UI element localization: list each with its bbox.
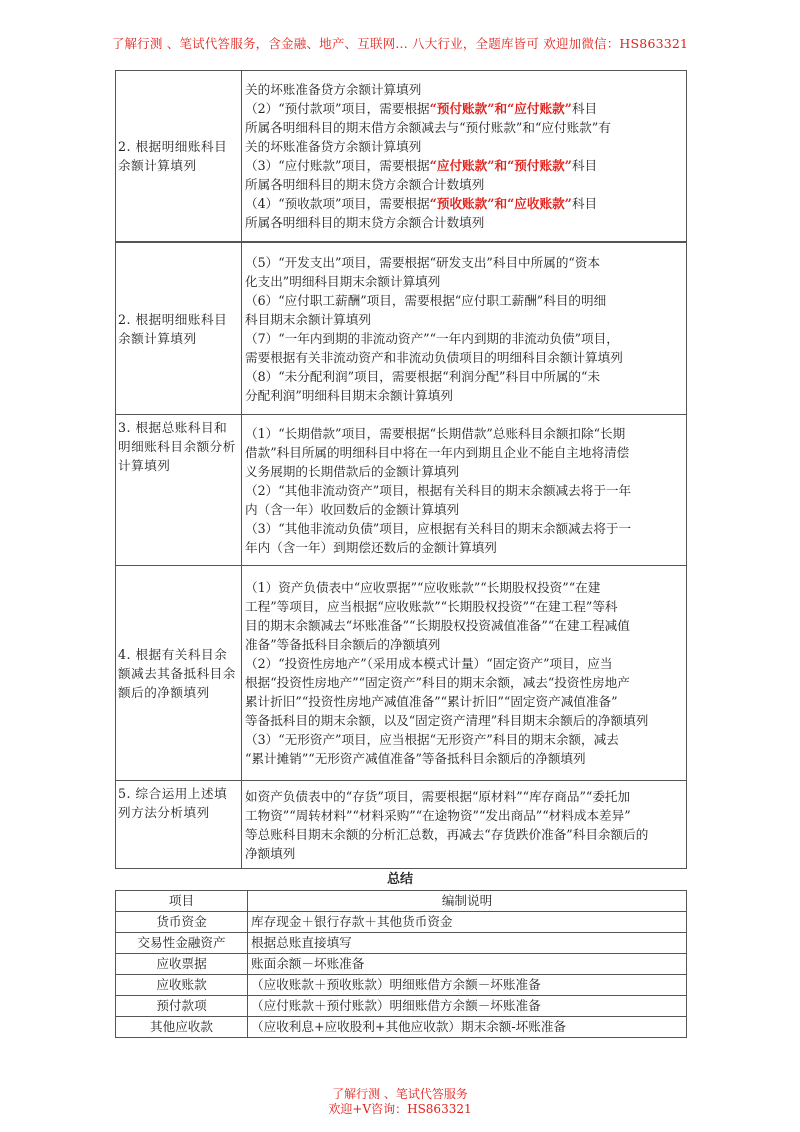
table-row <box>116 415 687 566</box>
summary-item: 交易性金融资产 <box>116 933 248 954</box>
table-row <box>116 912 687 933</box>
content-line <box>245 616 684 635</box>
section-label <box>116 243 242 415</box>
content-text: 工物资”“周转材料”“材料采购”“在途物资”“发出商品”“材料成本差异” <box>245 807 631 823</box>
content-line <box>245 329 684 348</box>
content-text: （8）“未分配利润”项目，需要根据“利润分配”科目中所属的“未 <box>245 368 601 384</box>
content-text: 科目 <box>571 101 598 116</box>
section-content <box>242 415 687 566</box>
content-line <box>245 424 684 443</box>
content-text: 所属各明细科目的期末贷方余额合计数填列 <box>245 215 485 230</box>
content-line <box>245 175 684 194</box>
content-line <box>245 462 684 481</box>
table-row <box>116 1017 687 1038</box>
content-text: 累计折旧”“投资性房地产减值准备”“累计折旧”“固定资产减值准备” <box>245 694 618 709</box>
content-text: 科目期末余额计算填列 <box>245 311 371 327</box>
summary-desc: 根据总账直接填写 <box>248 933 687 954</box>
section-label-text: 3. 根据总账科目和明细账科目余额分析计算填列 <box>118 420 236 473</box>
content-text: 准备”等备抵科目余额后的净额填列 <box>245 637 441 652</box>
section-label <box>116 781 242 869</box>
summary-title: 总结 <box>386 872 413 887</box>
table-row <box>116 975 687 996</box>
summary-desc: 库存现金＋银行存款＋其他货币资金 <box>248 912 687 933</box>
content-text: “累计摊销”“无形资产减值准备”等备抵科目余额后的净额填列 <box>245 751 586 766</box>
content-text: 等备抵科目的期末余额，以及“固定资产清理”科目期末余额后的净额填列 <box>245 713 649 728</box>
section-table <box>115 242 687 869</box>
highlight-text: “应付账款”和“预付账款” <box>429 158 572 173</box>
content-line <box>245 99 684 118</box>
section-label-text: 4. 根据有关科目余额减去其备抵科目余额后的净额填列 <box>118 646 236 700</box>
content-text: 科目 <box>571 158 598 173</box>
section-label <box>116 566 242 781</box>
content-text: 内（含一年）收回数后的金额计算填列 <box>245 501 460 517</box>
section-table-continued <box>115 70 687 242</box>
content-line <box>245 443 684 462</box>
table-row <box>116 566 687 781</box>
content-text: 需要根据有关非流动资产和非流动负债项目的明细科目余额计算填列 <box>245 349 623 365</box>
content-line <box>245 310 684 329</box>
content-line <box>245 272 684 291</box>
summary-item: 其他应收款 <box>116 1017 248 1038</box>
summary-header-row <box>116 891 687 912</box>
content-text: 工程”等项目，应当根据“应收账款”“长期股权投资”“在建工程”等科 <box>245 599 618 614</box>
content-text: （5）“开发支出”项目，需要根据“研发支出”科目中所属的“资本 <box>245 254 601 270</box>
content-text: （7）“一年内到期的非流动资产”“一年内到期的非流动负债”项目， <box>245 330 619 346</box>
summary-desc: （应付账款＋预付账款）明细账借方余额－坏账准备 <box>248 996 687 1017</box>
highlight-text: “预付账款”和“应付账款” <box>429 101 572 116</box>
content-text: 年内（含一年）到期偿还数后的金额计算填列 <box>245 539 497 555</box>
footer-line-1: 了解行测 、笔试代答服务 <box>332 1087 468 1101</box>
content-line <box>245 137 684 156</box>
section-label-text: 2. 根据明细账科目余额计算填列 <box>118 311 228 346</box>
content-text: 科目 <box>571 196 598 211</box>
content-text: 根据“投资性房地产”“固定资产”科目的期末余额，减去“投资性房地产 <box>245 675 630 690</box>
section-content <box>242 781 687 869</box>
content-text: （3）“应付账款”项目，需要根据 <box>245 158 430 173</box>
content-line <box>245 156 684 175</box>
content-text: 所属各明细科目的期末贷方余额合计数填列 <box>245 177 485 192</box>
section-content <box>242 566 687 781</box>
content-line <box>245 194 684 213</box>
content-line <box>245 844 684 863</box>
content-line <box>245 213 684 232</box>
content-text: （4）“预收款项”项目，需要根据 <box>245 196 430 211</box>
content-text: 化支出”明细科目期末余额计算填列 <box>245 273 441 289</box>
summary-item: 货币资金 <box>116 912 248 933</box>
section-content <box>242 71 687 242</box>
summary-item: 应收账款 <box>116 975 248 996</box>
summary-desc: （应收账款＋预收账款）明细账借方余额－坏账准备 <box>248 975 687 996</box>
summary-header-item: 项目 <box>116 891 248 912</box>
content-text: 义务展期的长期借款后的金额计算填列 <box>245 463 460 479</box>
content-line <box>245 749 684 768</box>
summary-item: 预付款项 <box>116 996 248 1017</box>
content-text: （1）“长期借款”项目，需要根据“长期借款”总账科目余额扣除“长期 <box>245 425 626 441</box>
content-text: 目的期末余额减去“坏账准备”“长期股权投资减值准备”“在建工程减值 <box>245 618 630 633</box>
content-text: （1）资产负债表中“应收票据”“应收账款”“长期股权投资”“在建 <box>245 580 601 595</box>
content-text: 净额填列 <box>245 845 296 861</box>
content-line <box>245 597 684 616</box>
summary-table <box>115 890 687 1038</box>
summary-desc: （应收利息+应收股利+其他应收款）期末余额-坏账准备 <box>248 1017 687 1038</box>
content-line <box>245 386 684 405</box>
table-row <box>116 781 687 869</box>
content-line <box>245 367 684 386</box>
content-line <box>245 825 684 844</box>
table-row <box>116 933 687 954</box>
table-row <box>116 996 687 1017</box>
content-line <box>245 291 684 310</box>
content-line <box>245 519 684 538</box>
section-label <box>116 71 242 242</box>
content-line <box>245 500 684 519</box>
content-text: 等总账科目期末余额的分析汇总数，再减去“存货跌价准备”科目余额后的 <box>245 826 649 842</box>
content-text: 关的坏账准备贷方余额计算填列 <box>245 82 422 97</box>
content-text: 借款”科目所属的明细科目中将在一年内到期且企业不能自主地将清偿 <box>245 444 630 460</box>
content-line <box>245 80 684 99</box>
content-text: （2）“其他非流动资产”项目，根据有关科目的期末余额减去将于一年 <box>245 482 632 498</box>
content-line <box>245 654 684 673</box>
footer-line-2: 欢迎+V咨询：HS863321 <box>328 1102 472 1116</box>
content-text: 所属各明细科目的期末借方余额减去与“预付账款”和“应付账款”有 <box>245 120 611 135</box>
content-text: （2）“预付款项”项目，需要根据 <box>245 101 430 116</box>
section-label-text: 2. 根据明细账科目余额计算填列 <box>118 139 228 173</box>
content-text: （3）“其他非流动负债”项目，应根据有关科目的期末余额减去将于一 <box>245 520 632 536</box>
content-line <box>245 806 684 825</box>
content-line <box>245 118 684 137</box>
content-line <box>245 673 684 692</box>
content-line <box>245 253 684 272</box>
section-label-text: 5. 综合运用上述填列方法分析填列 <box>118 786 228 820</box>
highlight-text: “预收账款”和“应收账款” <box>429 196 572 211</box>
content-text: 关的坏账准备贷方余额计算填列 <box>245 139 422 154</box>
content-text: （2）“投资性房地产”（采用成本模式计量）“固定资产”项目，应当 <box>245 656 613 671</box>
top-banner: 了解行测 、笔试代答服务，含金融、地产、互联网... 八大行业，全题库皆可 欢迎加微信：HS863321 <box>111 36 689 51</box>
content-text: （3）“无形资产”项目，应当根据“无形资产”科目的期末余额，减去 <box>245 732 619 747</box>
content-line <box>245 481 684 500</box>
summary-desc: 账面余额－坏账准备 <box>248 954 687 975</box>
content-line <box>245 538 684 557</box>
section-label <box>116 415 242 566</box>
content-line <box>245 711 684 730</box>
content-line <box>245 730 684 749</box>
content-line <box>245 787 684 806</box>
content-line <box>245 348 684 367</box>
content-line <box>245 692 684 711</box>
table-row <box>116 71 687 242</box>
section-content <box>242 243 687 415</box>
summary-header-desc: 编制说明 <box>248 891 687 912</box>
table-row <box>116 243 687 415</box>
content-line <box>245 578 684 597</box>
table-row <box>116 954 687 975</box>
content-text: （6）“应付职工薪酬”项目，需要根据“应付职工薪酬”科目的明细 <box>245 292 607 308</box>
content-text: 分配利润”明细科目期末余额计算填列 <box>245 387 453 403</box>
summary-item: 应收票据 <box>116 954 248 975</box>
content-text: 如资产负债表中的“存货”项目，需要根据“原材料”“库存商品”“委托加 <box>245 788 631 804</box>
content-line <box>245 635 684 654</box>
